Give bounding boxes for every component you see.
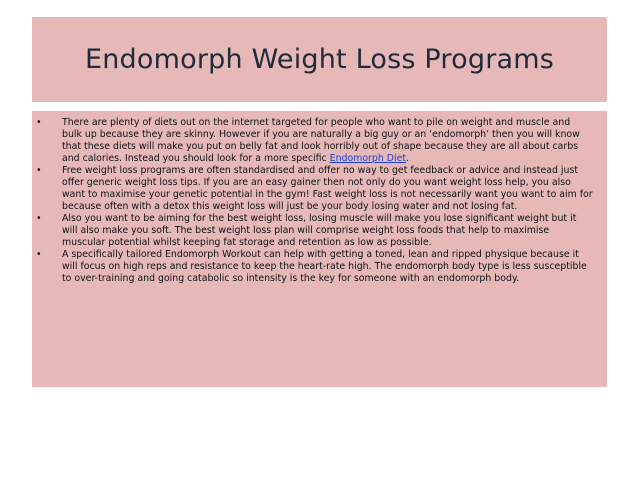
bullet-item bbox=[32, 213, 593, 249]
title-box bbox=[32, 17, 607, 102]
bullet-list bbox=[32, 111, 607, 285]
slide-title: Endomorph Weight Loss Programs bbox=[84, 44, 555, 75]
bullet-text: Free weight loss programs are often standardised and offer no way to get feedback or advice and instead just offer generic weight loss tips. If you are an easy gainer then not only do you want weight loss help, you also want to maximise your genetic potential in the gym! Fast weight loss is not necessarily want you want to aim for because often with a detox this weight loss will just be your body losing water and not losing fat. bbox=[62, 165, 593, 212]
bullet-marker: • bbox=[36, 249, 42, 260]
bullet-text: Also you want to be aiming for the best weight loss, losing muscle will make you lose significant weight but it will also make you soft. The best weight loss plan will comprise weight loss foods that help to maximise muscular potential whilst keeping fat storage and retention as low as possible. bbox=[62, 213, 577, 248]
bullet-text: A specifically tailored Endomorph Workout can help with getting a toned, lean and ripped physique because it will focus on high reps and resistance to keep the heart-rate high. The endomorph body type is less susceptible to over-training and going catabolic so intensity is the key for someone with an endomorph body. bbox=[62, 249, 587, 284]
bullet-marker: • bbox=[36, 213, 42, 224]
bullet-item bbox=[32, 249, 593, 285]
bullet-item bbox=[32, 117, 593, 165]
bullet-text: There are plenty of diets out on the internet targeted for people who want to pile on weight and muscle and bulk up because they are skinny. However if you are naturally a big guy or an ‘endomorph’ then you will know that these diets will make you put on belly fat and look horribly out of shape because they are all about carbs and calories. Instead you should look for a more specific bbox=[62, 117, 580, 164]
bullet-marker: • bbox=[36, 165, 42, 176]
bullet-text-end: . bbox=[406, 153, 410, 164]
endomorph-diet-link[interactable]: Endomorph Diet bbox=[329, 153, 407, 164]
content-box bbox=[32, 111, 607, 387]
bullet-marker: • bbox=[36, 117, 42, 128]
bullet-item bbox=[32, 165, 593, 213]
